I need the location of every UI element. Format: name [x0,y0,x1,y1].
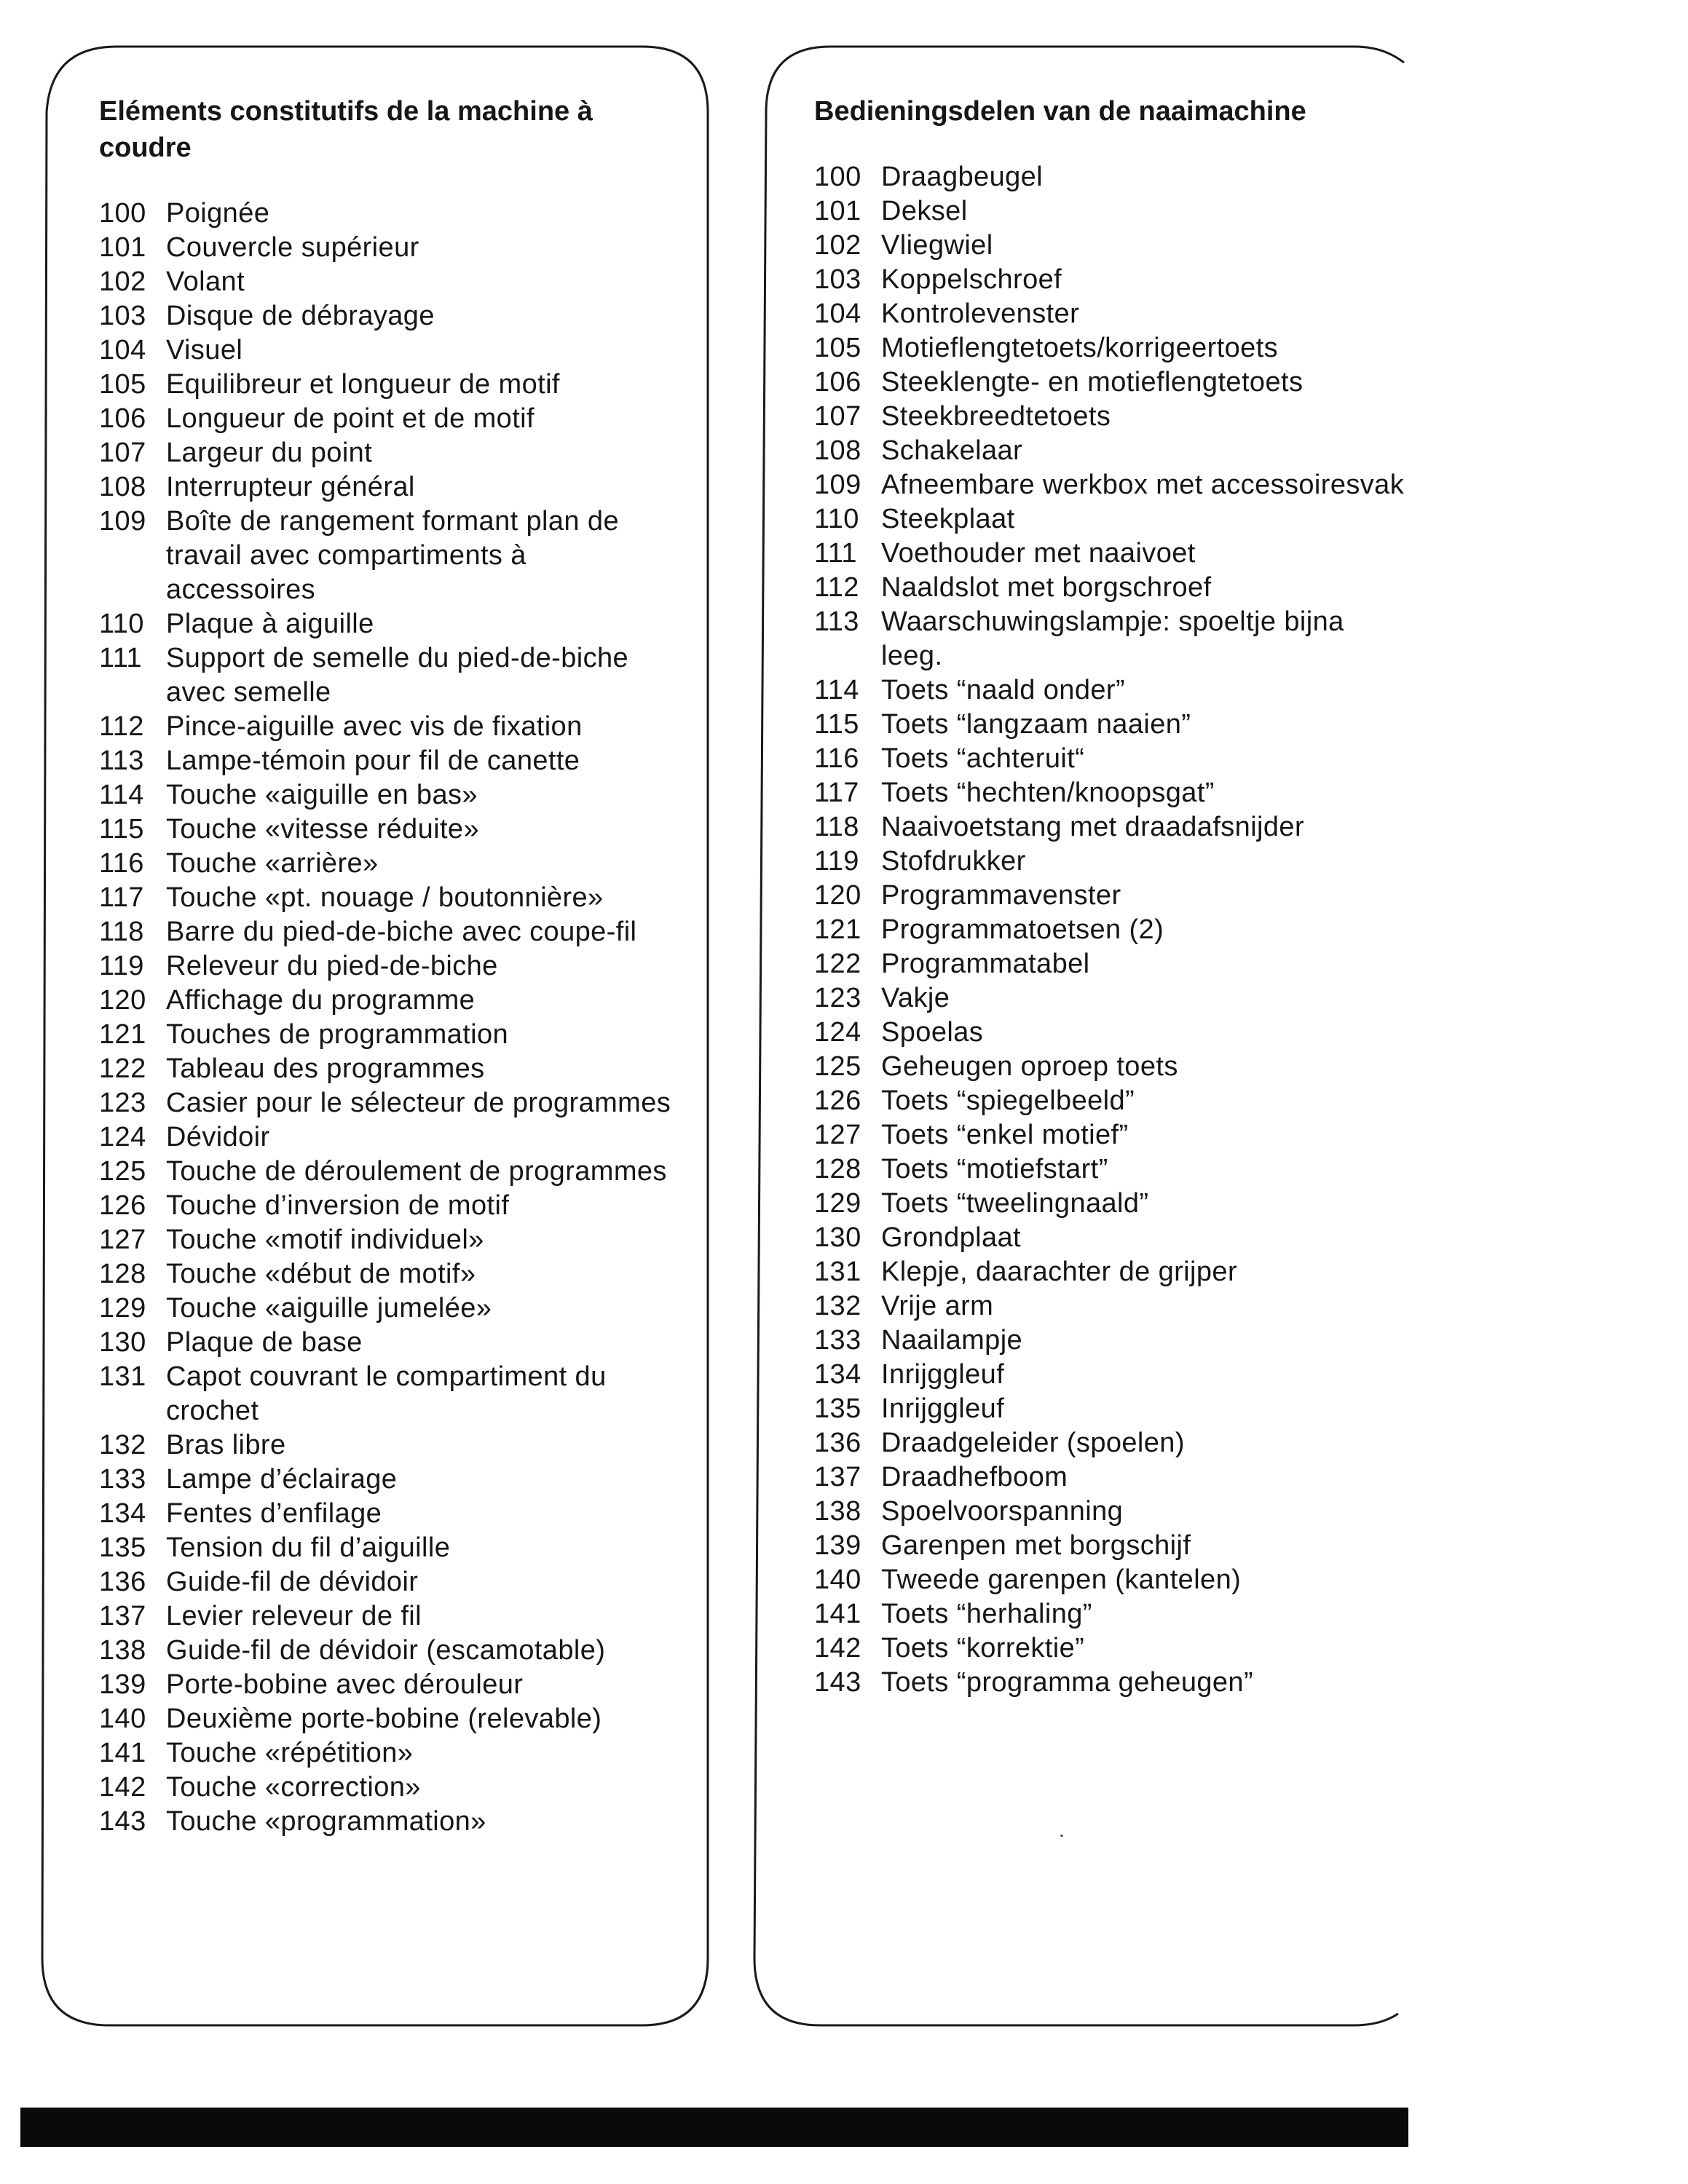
part-label: Touche «début de motif» [166,1259,476,1289]
part-list-item [99,368,682,402]
part-label: Naaldslot met borgschroef [881,572,1212,603]
part-number: 101 [99,232,146,263]
part-list-item [99,915,682,949]
part-label: Garenpen met borgschijf [881,1530,1191,1561]
part-number: 140 [99,1704,146,1734]
part-label: Poignée [166,198,270,229]
part-label: Guide-fil de dévidoir (escamotable) [166,1635,606,1666]
part-label: Klepje, daarachter de grijper [881,1257,1237,1287]
part-label: Touche «correction» [166,1772,421,1803]
part-list-item [99,1326,682,1360]
part-list-item [99,436,682,470]
part-list-item [99,1291,682,1326]
part-number: 142 [814,1633,861,1663]
part-number: 126 [99,1190,146,1221]
french-parts-column [99,93,682,1839]
part-number: 118 [814,812,859,842]
part-label: Vakje [881,983,950,1013]
part-list-item [99,641,682,710]
part-list-item [814,1495,1411,1529]
part-label: Guide-fil de dévidoir [166,1567,419,1597]
part-list-item [99,1155,682,1189]
part-label: Toets “korrektie” [881,1633,1085,1663]
part-number: 123 [99,1088,146,1118]
part-number: 110 [814,504,859,534]
part-label: Touche «motif individuel» [166,1224,484,1255]
part-label: Geheugen oproep toets [881,1051,1178,1082]
part-label: Support de semelle du pied-de-biche avec semelle [166,643,629,708]
part-label: Fentes d’enfilage [166,1498,382,1529]
part-list-item [99,197,682,231]
scan-speck [1060,1835,1063,1837]
part-list-item [814,981,1411,1016]
part-number: 142 [99,1772,146,1803]
part-number: 111 [99,643,142,673]
part-list-item [814,400,1411,434]
part-list-item [814,468,1411,502]
part-number: 107 [99,438,146,468]
part-number: 121 [814,914,861,945]
part-number: 127 [99,1224,146,1255]
part-list-item [814,776,1411,810]
part-number: 119 [99,951,144,981]
part-list-item [814,1016,1411,1050]
part-number: 130 [99,1327,146,1358]
part-label: Spoelvoorspanning [881,1496,1124,1527]
part-list-item [814,810,1411,844]
part-list-item [99,607,682,641]
part-number: 119 [814,846,859,877]
part-number: 102 [99,266,146,297]
part-label: Touche «pt. nouage / boutonnière» [166,882,604,913]
part-label: Kontrolevenster [881,298,1080,329]
part-list-item [814,947,1411,981]
part-number: 110 [99,609,144,639]
part-label: Vliegwiel [881,230,993,261]
part-list-item [814,844,1411,879]
part-list-item [99,778,682,812]
part-list-item [99,1223,682,1257]
part-label: Toets “enkel motief” [881,1120,1129,1150]
part-list-item [99,812,682,847]
part-number: 114 [99,780,144,810]
part-list-item [99,1497,682,1531]
part-list-item [99,1770,682,1805]
part-list-item [99,984,682,1018]
part-label: Deksel [881,196,968,226]
part-label: Programmatabel [881,949,1090,979]
part-label: Toets “naald onder” [881,675,1126,705]
part-list-item [99,265,682,299]
part-list-item [99,402,682,436]
part-list-item [99,470,682,505]
part-label: Toets “motiefstart” [881,1154,1108,1184]
part-list-item [814,1666,1411,1700]
part-list-item [814,297,1411,331]
part-list-item [814,1460,1411,1495]
part-number: 115 [99,814,144,844]
part-list-item [99,231,682,265]
part-list-item [99,1018,682,1052]
part-list-item [814,673,1411,708]
part-label: Touches de programmation [166,1019,509,1050]
part-list-item [814,229,1411,263]
part-list-item [814,913,1411,947]
part-label: Programmavenster [881,880,1121,911]
part-number: 120 [99,985,146,1016]
part-label: Touche «arrière» [166,848,379,879]
part-list-item [99,1805,682,1839]
part-label: Touche «vitesse réduite» [166,814,479,844]
part-list-item [814,1324,1411,1358]
part-number: 134 [99,1498,146,1529]
part-label: Programmatoetsen (2) [881,914,1164,945]
part-label: Naailampje [881,1325,1023,1356]
part-number: 141 [99,1738,146,1768]
part-number: 125 [814,1051,861,1082]
part-number: 138 [99,1635,146,1666]
part-label: Schakelaar [881,435,1023,466]
part-label: Voethouder met naaivoet [881,538,1196,569]
part-label: Casier pour le sélecteur de programmes [166,1088,671,1118]
part-number: 101 [814,196,861,226]
part-list-item [99,1052,682,1086]
part-number: 134 [814,1359,861,1390]
part-number: 129 [814,1188,861,1219]
part-number: 108 [99,472,146,502]
part-label: Barre du pied-de-biche avec coupe-fil [166,917,637,947]
part-number: 132 [814,1291,861,1321]
part-list-item [99,1189,682,1223]
part-label: Toets “tweelingnaald” [881,1188,1149,1219]
part-list-item [814,571,1411,605]
part-list-item [814,1597,1411,1631]
part-number: 112 [814,572,859,603]
part-list-item [99,1599,682,1634]
part-number: 137 [814,1462,861,1492]
part-label: Stofdrukker [881,846,1026,877]
part-label: Steekplaat [881,504,1015,534]
part-label: Draadgeleider (spoelen) [881,1428,1185,1458]
part-list-item [814,1118,1411,1152]
french-parts-list [99,197,682,1839]
part-number: 109 [99,506,146,537]
part-list-item [99,333,682,368]
part-label: Steekbreedtetoets [881,401,1111,432]
part-label: Toets “herhaling” [881,1599,1092,1629]
part-number: 128 [814,1154,861,1184]
part-number: 127 [814,1120,861,1150]
part-label: Tableau des programmes [166,1053,485,1084]
part-list-item [99,1668,682,1702]
part-label: Porte-bobine avec dérouleur [166,1669,524,1700]
part-list-item [814,1631,1411,1666]
part-label: Volant [166,266,245,297]
part-number: 137 [99,1601,146,1631]
part-list-item [814,742,1411,776]
part-list-item [814,1152,1411,1187]
part-number: 133 [99,1464,146,1495]
part-list-item [99,881,682,915]
part-label: Draagbeugel [881,162,1044,192]
part-number: 118 [99,917,144,947]
part-number: 100 [99,198,146,229]
part-label: Inrijggleuf [881,1393,1005,1424]
part-number: 122 [99,1053,146,1084]
part-label: Draadhefboom [881,1462,1068,1492]
part-number: 113 [814,606,859,637]
part-label: Touche d’inversion de motif [166,1190,510,1221]
part-label: Touche «aiguille en bas» [166,780,478,810]
part-label: Inrijggleuf [881,1359,1005,1390]
part-number: 116 [814,743,859,774]
part-number: 139 [99,1669,146,1700]
part-number: 123 [814,983,861,1013]
part-list-item [99,1257,682,1291]
part-label: Lampe d’éclairage [166,1464,398,1495]
part-label: Disque de débrayage [166,301,435,331]
part-number: 126 [814,1085,861,1116]
part-label: Boîte de rangement formant plan de travail avec compartiments à accessoires [166,506,619,605]
part-list-item [814,708,1411,742]
part-label: Capot couvrant le compartiment du crochet [166,1361,607,1426]
part-label: Waarschuwingslampje: spoeltje bijna leeg. [881,606,1344,671]
part-label: Deuxième porte-bobine (relevable) [166,1704,602,1734]
part-number: 131 [99,1361,146,1392]
part-number: 105 [99,369,146,400]
part-number: 117 [814,778,859,808]
part-number: 111 [814,538,857,569]
part-number: 136 [814,1428,861,1458]
part-label: Visuel [166,335,243,365]
part-label: Dévidoir [166,1122,270,1152]
part-number: 143 [99,1806,146,1837]
part-label: Levier releveur de fil [166,1601,422,1631]
part-label: Spoelas [881,1017,984,1048]
part-list-item [814,1358,1411,1392]
part-label: Tweede garenpen (kantelen) [881,1564,1242,1595]
part-number: 115 [814,709,859,740]
part-list-item [99,949,682,984]
part-list-item [814,263,1411,297]
part-number: 104 [814,298,861,329]
part-label: Affichage du programme [166,985,476,1016]
part-number: 105 [814,333,861,363]
part-label: Releveur du pied-de-biche [166,951,498,981]
part-number: 138 [814,1496,861,1527]
bottom-black-bar [20,2108,1408,2147]
part-number: 136 [99,1567,146,1597]
part-number: 140 [814,1564,861,1595]
part-list-item [814,1255,1411,1289]
part-number: 129 [99,1293,146,1324]
part-label: Naaivoetstang met draadafsnijder [881,812,1305,842]
part-list-item [814,1084,1411,1118]
part-label: Vrije arm [881,1291,994,1321]
part-list-item [814,1529,1411,1563]
part-number: 135 [814,1393,861,1424]
part-label: Plaque à aiguille [166,609,374,639]
part-label: Toets “langzaam naaien” [881,709,1191,740]
part-number: 133 [814,1325,861,1356]
part-list-item [99,710,682,744]
part-list-item [99,1428,682,1463]
part-list-item [99,1120,682,1155]
part-list-item [814,1563,1411,1597]
part-number: 102 [814,230,861,261]
part-label: Toets “hechten/knoopsgat” [881,778,1215,808]
part-label: Largeur du point [166,438,373,468]
part-number: 116 [99,848,144,879]
part-number: 132 [99,1430,146,1460]
part-number: 139 [814,1530,861,1561]
part-number: 104 [99,335,146,365]
part-label: Plaque de base [166,1327,363,1358]
dutch-column-title: Bedieningsdelen van de naaimachine [814,96,1306,127]
part-number: 128 [99,1259,146,1289]
part-list-item [814,1221,1411,1255]
part-label: Pince-aiguille avec vis de fixation [166,711,583,742]
part-list-item [99,299,682,333]
part-label: Grondplaat [881,1222,1022,1253]
part-number: 117 [99,882,144,913]
dutch-parts-list [814,160,1411,1700]
part-list-item [99,1086,682,1120]
part-list-item [814,160,1411,194]
french-column-title: Eléments constitutifs de la machine à coudre [99,96,593,163]
part-list-item [814,331,1411,365]
part-label: Toets “achteruit“ [881,743,1085,774]
part-list-item [814,365,1411,400]
part-list-item [814,1187,1411,1221]
part-number: 124 [814,1017,861,1048]
part-number: 130 [814,1222,861,1253]
part-list-item [814,605,1411,673]
part-label: Bras libre [166,1430,286,1460]
part-number: 143 [814,1667,861,1698]
part-number: 106 [814,367,861,397]
part-number: 100 [814,162,861,192]
part-number: 125 [99,1156,146,1187]
part-number: 103 [99,301,146,331]
part-label: Touche «aiguille jumelée» [166,1293,492,1324]
part-label: Toets “spiegelbeeld” [881,1085,1135,1116]
part-label: Lampe-témoin pour fil de canette [166,745,580,776]
part-list-item [99,1702,682,1736]
part-list-item [99,1360,682,1428]
part-label: Equilibreur et longueur de motif [166,369,560,400]
part-number: 109 [814,470,861,500]
part-list-item [814,434,1411,468]
part-label: Tension du fil d’aiguille [166,1532,451,1563]
part-number: 114 [814,675,859,705]
part-number: 113 [99,745,144,776]
part-label: Longueur de point et de motif [166,403,535,434]
part-number: 122 [814,949,861,979]
part-number: 135 [99,1532,146,1563]
part-list-item [99,1531,682,1565]
part-label: Motieflengtetoets/korrigeertoets [881,333,1279,363]
part-list-item [99,1463,682,1497]
part-list-item [814,1392,1411,1426]
part-label: Afneembare werkbox met accessoiresvak [881,470,1405,500]
part-number: 106 [99,403,146,434]
part-label: Touche «répétition» [166,1738,414,1768]
dutch-parts-column [814,93,1411,1700]
part-number: 112 [99,711,144,742]
part-label: Interrupteur général [166,472,415,502]
part-list-item [814,1050,1411,1084]
part-list-item [814,502,1411,537]
part-list-item [814,879,1411,913]
part-number: 124 [99,1122,146,1152]
part-label: Toets “programma geheugen” [881,1667,1254,1698]
part-number: 107 [814,401,861,432]
part-list-item [99,505,682,607]
part-list-item [99,744,682,778]
part-label: Koppelschroef [881,264,1062,295]
part-label: Couvercle supérieur [166,232,419,263]
part-number: 121 [99,1019,146,1050]
part-label: Touche de déroulement de programmes [166,1156,667,1187]
part-list-item [814,1426,1411,1460]
part-number: 141 [814,1599,861,1629]
part-list-item [814,537,1411,571]
part-list-item [99,1634,682,1668]
part-list-item [99,1736,682,1770]
part-list-item [814,1289,1411,1324]
part-number: 131 [814,1257,861,1287]
part-list-item [814,194,1411,229]
part-label: Steeklengte- en motieflengtetoets [881,367,1304,397]
part-number: 108 [814,435,861,466]
part-label: Touche «programmation» [166,1806,486,1837]
part-number: 103 [814,264,861,295]
part-list-item [99,847,682,881]
part-number: 120 [814,880,861,911]
part-list-item [99,1565,682,1599]
